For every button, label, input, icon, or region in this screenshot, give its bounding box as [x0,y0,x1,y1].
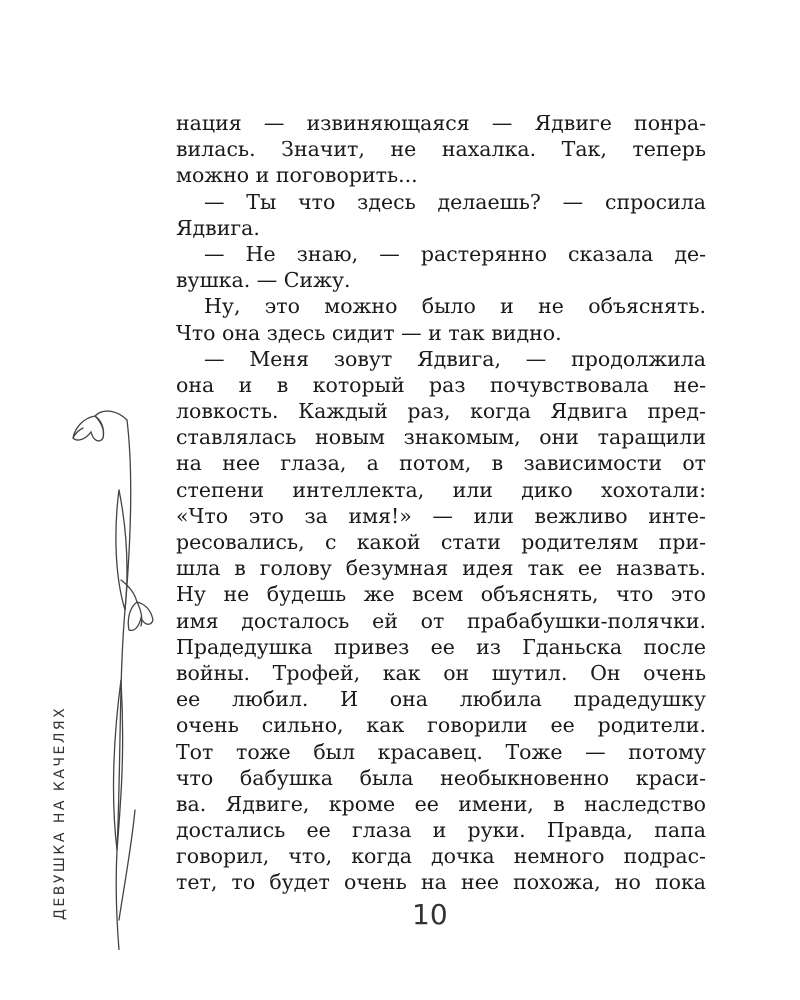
text-line: ва. Ядвиге, кроме ее имени, в наследство [176,791,706,816]
text-line: тет, то будет очень на нее похожа, но пока [176,870,706,895]
text-line: шла в голову безумная идея так ее назвать. [176,556,706,581]
text-line: очень сильно, как говорили ее родители. [176,713,706,738]
text-line: вилась. Значит, не нахалка. Так, теперь [176,137,706,162]
text-line: говорил, что, когда дочка немного подрас- [176,844,706,869]
text-line: Прадедушка привез ее из Гданьска после [176,634,706,659]
text-line: степени интеллекта, или дико хохотали: [176,477,706,502]
text-line: ресовались, с какой стати родителям при- [176,530,706,554]
text-line: — Ты что здесь делаешь? — спросила [204,189,706,214]
text-line: Тот тоже был красавец. Тоже — потому [176,739,706,764]
running-title: ДЕВУШКА НА КАЧЕЛЯХ [52,705,68,920]
text-line: вушка. — Сижу. [176,268,351,293]
text-line: достались ее глаза и руки. Правда, папа [176,818,706,843]
text-line: Что она здесь сидит — и так видно. [176,320,562,345]
text-line: ее любил. И она любила прадедушку [176,687,706,712]
text-line: Ну, это можно было и не объяснять. [204,294,706,319]
text-line: имя досталось ей от прабабушки-полячки. [176,608,706,633]
page-number: 10 [412,898,448,931]
text-line: ловкость. Каждый раз, когда Ядвига пред- [176,399,706,424]
text-line: ставлялась новым знакомым, они таращили [176,425,706,450]
text-line: Ядвига. [176,215,260,240]
text-line: — Не знаю, — растерянно сказала де- [204,241,706,266]
text-line: на нее глаза, а потом, в зависимости от [176,451,706,476]
text-line: Ну не будешь же всем объяснять, что это [176,582,706,607]
text-line: нация — извиняющаяся — Ядвиге понра- [176,111,706,135]
snowdrop-flower-icon [55,380,165,950]
text-line: войны. Трофей, как он шутил. Он очень [176,660,706,685]
text-line: что бабушка была необыкновенно краси- [176,765,706,790]
text-line: «Что это за имя!» — или вежливо инте- [176,503,706,528]
body-text [176,110,706,896]
text-line: она и в который раз почувствовала не- [176,372,706,397]
text-line: можно и поговорить... [176,163,418,188]
text-line: — Меня зовут Ядвига, — продолжила [204,346,706,371]
